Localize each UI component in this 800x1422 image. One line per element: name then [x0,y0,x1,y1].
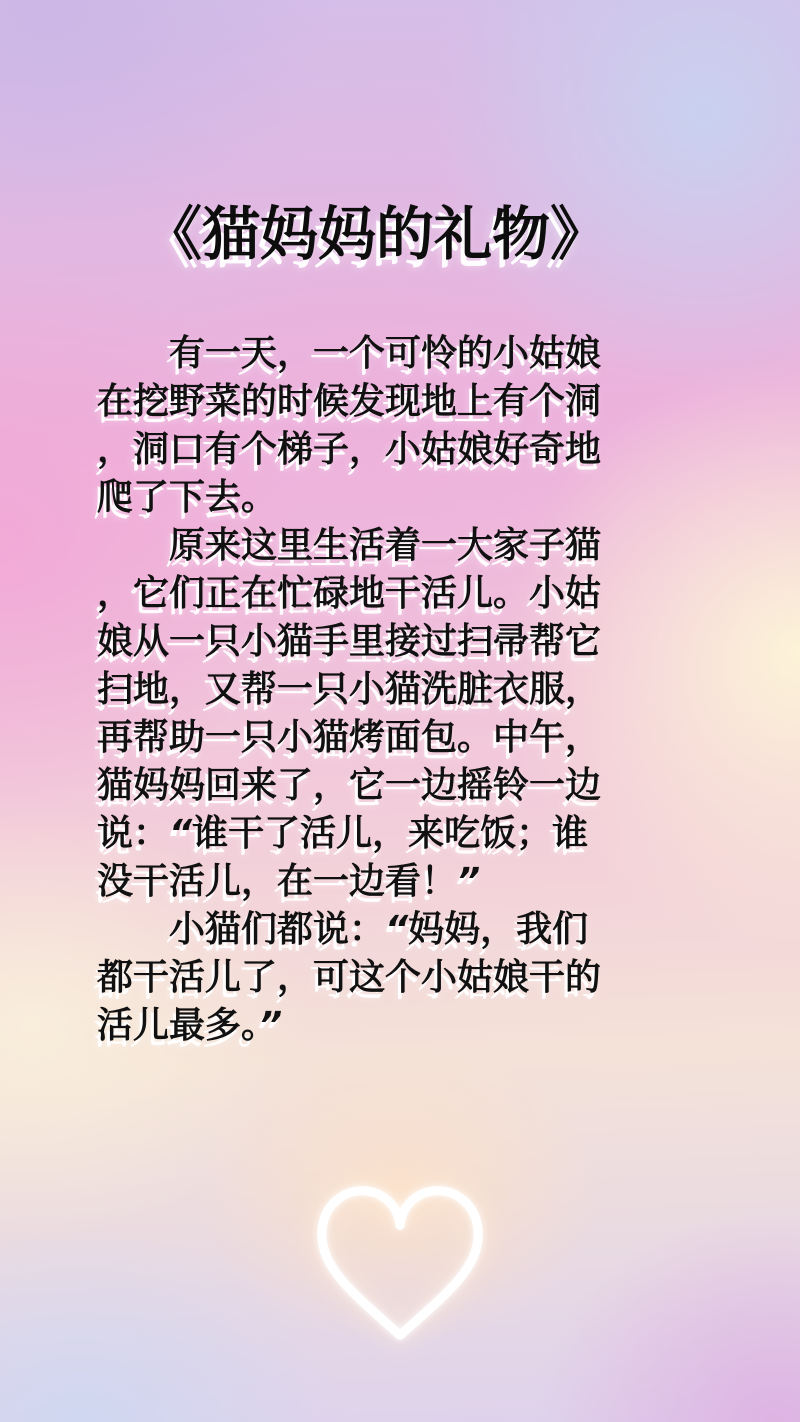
story-title: 《猫妈妈的礼物》 [143,200,608,268]
story-paragraph-3: 小猫们都说：“妈妈，我们都干活儿了，可这个小姑娘干的活儿最多。” [97,909,602,1046]
story-paragraph-2: 原来这里生活着一大家子猫，它们正在忙碌地干活儿。小姑娘从一只小猫手里接过扫帚帮它扫地，又帮一只小猫洗脏衣服，再帮助一只小猫烤面包。中午，猫妈妈回来了，它一边摇铃一边说：“谁干了活儿，来吃饭；谁没干活儿，在一边看！” [97,525,602,902]
story-paragraph-1: 有一天，一个可怜的小姑娘在挖野菜的时候发现地上有个洞，洞口有个梯子，小姑娘好奇地爬了下去。 [97,333,602,518]
story-body [97,330,605,1050]
heart-icon [301,1172,499,1358]
